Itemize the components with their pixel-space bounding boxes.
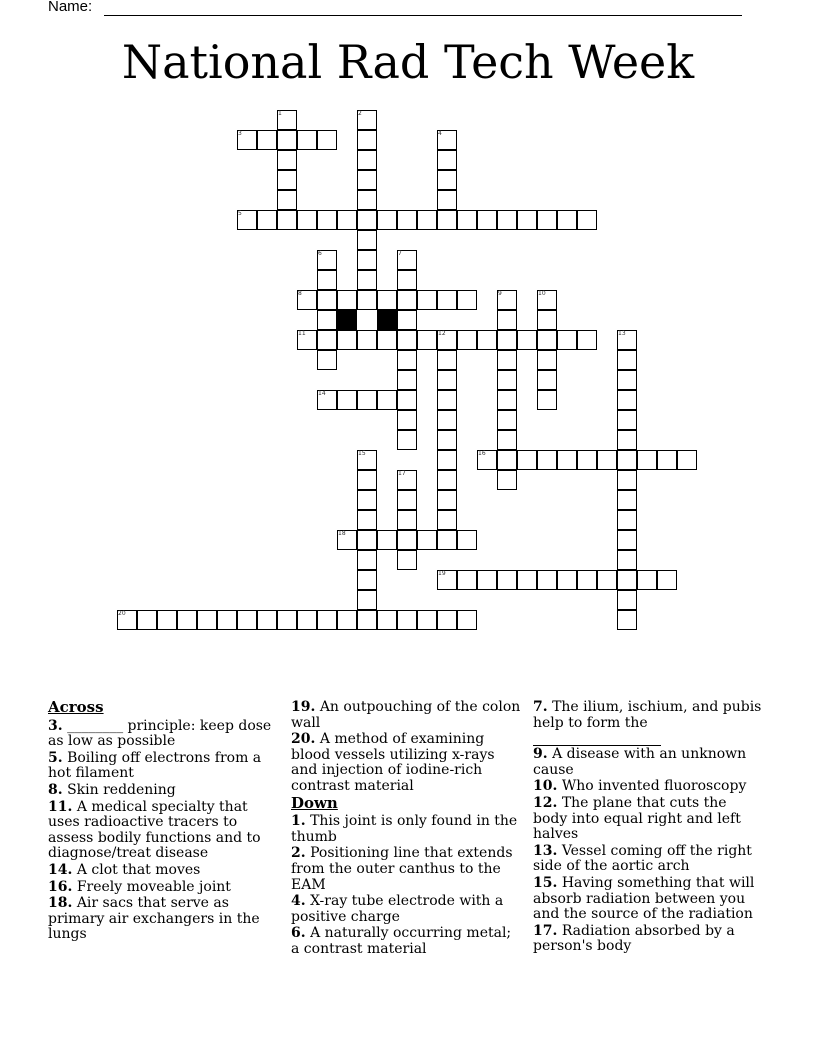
grid-cell[interactable] (537, 310, 557, 330)
grid-cell[interactable] (317, 210, 337, 230)
clue-number: 18. (48, 895, 73, 912)
clue-number: 16. (48, 878, 73, 895)
grid-cell[interactable] (337, 290, 357, 310)
grid-cell[interactable] (617, 390, 637, 410)
clue-column-1 (48, 700, 278, 944)
cell-number: 2 (358, 110, 362, 117)
grid-cell[interactable] (617, 430, 637, 450)
grid-cell[interactable] (617, 450, 637, 470)
clue-column-3 (533, 700, 763, 956)
grid-cell[interactable] (597, 450, 617, 470)
grid-cell[interactable] (397, 610, 417, 630)
cell-number: 10 (538, 290, 546, 297)
clue-number: 14. (48, 861, 73, 878)
grid-cell[interactable] (657, 450, 677, 470)
cell-number: 16 (478, 450, 486, 457)
cell-number: 11 (298, 330, 306, 337)
grid-cell[interactable] (337, 390, 357, 410)
clue-number: 3. (48, 717, 63, 734)
cell-number: 1 (278, 110, 282, 117)
grid-cell[interactable] (397, 550, 417, 570)
grid-cell[interactable] (617, 550, 637, 570)
grid-cell[interactable] (437, 150, 457, 170)
cell-number: 9 (498, 290, 502, 297)
clue-text: Air sacs that serve as primary air exchangers in the lungs (48, 895, 260, 943)
grid-cell[interactable] (517, 330, 537, 350)
grid-cell[interactable] (357, 590, 377, 610)
grid-cell[interactable] (357, 190, 377, 210)
grid-cell[interactable] (437, 290, 457, 310)
grid-cell[interactable] (517, 450, 537, 470)
clue-text: The ilium, ischium, and pubis help to form the (533, 699, 762, 731)
grid-cell[interactable] (617, 610, 637, 630)
grid-cell[interactable] (377, 390, 397, 410)
grid-cell[interactable] (577, 330, 597, 350)
grid-cell[interactable] (437, 610, 457, 630)
black-square (377, 310, 397, 330)
down-clue-12 (533, 796, 763, 843)
clue-number: 2. (291, 845, 306, 862)
grid-cell[interactable] (277, 170, 297, 190)
grid-cell[interactable] (357, 470, 377, 490)
grid-cell[interactable] (377, 210, 397, 230)
grid-cell[interactable] (317, 350, 337, 370)
grid-cell[interactable] (617, 570, 637, 590)
cell-number: 8 (298, 290, 302, 297)
grid-cell[interactable] (357, 490, 377, 510)
clue-text: The plane that cuts the body into equal right and left halves (533, 794, 741, 843)
clue-number: 10. (533, 778, 558, 795)
grid-cell[interactable] (397, 370, 417, 390)
down-clue-2 (291, 846, 521, 893)
clue-number: 1. (291, 813, 306, 830)
grid-cell[interactable] (257, 210, 277, 230)
across-clue-20 (291, 732, 521, 794)
grid-cell[interactable] (497, 410, 517, 430)
clue-text: Skin reddening (67, 781, 176, 798)
down-clue-17 (533, 924, 763, 955)
cell-number: 3 (238, 130, 242, 137)
grid-cell[interactable] (577, 570, 597, 590)
grid-cell[interactable] (437, 390, 457, 410)
grid-cell[interactable] (297, 130, 317, 150)
clue-number: 12. (533, 794, 558, 811)
grid-cell[interactable] (197, 610, 217, 630)
grid-cell[interactable] (357, 510, 377, 530)
clue-number: 6. (291, 925, 306, 942)
clue-text: A medical specialty that uses radioactive tracers to assess bodily functions and to diagnose/treat disease (48, 798, 261, 862)
across-clue-5 (48, 751, 278, 782)
grid-cell[interactable] (357, 570, 377, 590)
grid-cell[interactable] (537, 330, 557, 350)
name-label: Name: (48, 0, 93, 15)
cell-number: 13 (618, 330, 626, 337)
clue-text: An outpouching of the colon wall (291, 699, 521, 731)
grid-cell[interactable] (137, 610, 157, 630)
cell-number: 17 (398, 470, 406, 477)
grid-cell[interactable] (637, 570, 657, 590)
down-clue-9 (533, 747, 763, 778)
grid-cell[interactable] (397, 510, 417, 530)
grid-cell[interactable] (497, 350, 517, 370)
grid-cell[interactable] (557, 330, 577, 350)
grid-cell[interactable] (477, 210, 497, 230)
grid-cell[interactable] (617, 490, 637, 510)
cell-number: 20 (118, 610, 126, 617)
down-clue-15 (533, 876, 763, 923)
down-clue-10 (533, 779, 763, 795)
grid-cell[interactable] (557, 210, 577, 230)
grid-cell[interactable] (637, 450, 657, 470)
grid-cell[interactable] (497, 470, 517, 490)
across-clue-3 (48, 719, 278, 750)
grid-cell[interactable] (657, 570, 677, 590)
grid-cell[interactable] (277, 610, 297, 630)
cell-number: 6 (318, 250, 322, 257)
grid-cell[interactable] (337, 330, 357, 350)
grid-cell[interactable] (437, 530, 457, 550)
grid-cell[interactable] (277, 150, 297, 170)
clue-text: X-ray tube electrode with a positive charge (291, 893, 504, 925)
cell-number: 4 (438, 130, 442, 137)
grid-cell[interactable] (297, 210, 317, 230)
grid-cell[interactable] (357, 550, 377, 570)
down-clue-6 (291, 926, 521, 957)
clue-number: 20. (291, 731, 316, 748)
grid-cell[interactable] (437, 430, 457, 450)
clue-number: 5. (48, 749, 63, 766)
grid-cell[interactable] (317, 130, 337, 150)
grid-cell[interactable] (277, 130, 297, 150)
grid-cell[interactable] (617, 590, 637, 610)
clue-text: ________ principle: keep dose as low as possible (48, 717, 272, 750)
clue-text: Radiation absorbed by a person's body (533, 922, 735, 955)
clue-number: 8. (48, 781, 63, 798)
grid-cell[interactable] (317, 310, 337, 330)
grid-cell[interactable] (377, 330, 397, 350)
cell-number: 5 (238, 210, 242, 217)
grid-cell[interactable] (457, 610, 477, 630)
clue-number: 4. (291, 893, 306, 910)
grid-cell[interactable] (597, 570, 617, 590)
grid-cell[interactable] (457, 210, 477, 230)
grid-cell[interactable] (437, 210, 457, 230)
across-heading: Across (48, 698, 104, 716)
grid-cell[interactable] (437, 410, 457, 430)
grid-cell[interactable] (437, 170, 457, 190)
grid-cell[interactable] (397, 530, 417, 550)
grid-cell[interactable] (397, 290, 417, 310)
grid-cell[interactable] (437, 190, 457, 210)
grid-cell[interactable] (317, 330, 337, 350)
grid-cell[interactable] (677, 450, 697, 470)
grid-cell[interactable] (417, 290, 437, 310)
grid-cell[interactable] (457, 570, 477, 590)
cell-number: 15 (358, 450, 366, 457)
grid-cell[interactable] (617, 350, 637, 370)
clue-text: Boiling off electrons from a hot filament (48, 749, 262, 782)
grid-cell[interactable] (217, 610, 237, 630)
grid-cell[interactable] (277, 190, 297, 210)
grid-cell[interactable] (397, 410, 417, 430)
grid-cell[interactable] (537, 570, 557, 590)
grid-cell[interactable] (317, 270, 337, 290)
page-title: National Rad Tech Week (121, 35, 695, 89)
grid-cell[interactable] (417, 610, 437, 630)
grid-cell[interactable] (437, 490, 457, 510)
grid-cell[interactable] (397, 330, 417, 350)
grid-cell[interactable] (577, 450, 597, 470)
clue-number: 9. (533, 746, 548, 763)
grid-cell[interactable] (357, 230, 377, 250)
grid-cell[interactable] (357, 530, 377, 550)
clue-number: 11. (48, 798, 73, 815)
grid-cell[interactable] (457, 290, 477, 310)
clue-text: A naturally occurring metal; a contrast material (291, 925, 512, 957)
clue-text: A disease with an unknown cause (533, 746, 747, 778)
clue-text: A method of examining blood vessels utilizing x-rays and injection of iodine-rich contrast material (291, 731, 495, 794)
across-clue-19 (291, 700, 521, 731)
grid-cell[interactable] (357, 610, 377, 630)
down-clue-1 (291, 814, 521, 845)
grid-cell[interactable] (377, 290, 397, 310)
across-clue-18 (48, 896, 278, 943)
grid-cell[interactable] (457, 530, 477, 550)
across-clue-8 (48, 783, 278, 799)
grid-cell[interactable] (437, 350, 457, 370)
grid-cell[interactable] (357, 150, 377, 170)
grid-cell[interactable] (537, 370, 557, 390)
across-clue-16 (48, 880, 278, 896)
grid-cell[interactable] (277, 210, 297, 230)
down-clue-13 (533, 844, 763, 875)
across-clue-14 (48, 863, 278, 879)
grid-cell[interactable] (417, 330, 437, 350)
grid-cell[interactable] (497, 330, 517, 350)
cell-number: 14 (318, 390, 326, 397)
grid-cell[interactable] (397, 310, 417, 330)
grid-cell[interactable] (497, 370, 517, 390)
grid-cell[interactable] (617, 370, 637, 390)
clue-text: This joint is only found in the thumb (291, 813, 518, 845)
grid-cell[interactable] (557, 450, 577, 470)
cell-number: 7 (398, 250, 402, 257)
grid-cell[interactable] (337, 610, 357, 630)
grid-cell[interactable] (397, 490, 417, 510)
grid-cell[interactable] (257, 130, 277, 150)
clue-number: 7. (533, 699, 548, 715)
grid-cell[interactable] (577, 210, 597, 230)
grid-cell[interactable] (417, 210, 437, 230)
grid-cell[interactable] (537, 450, 557, 470)
grid-cell[interactable] (297, 610, 317, 630)
down-heading: Down (291, 793, 338, 812)
clue-text: Having something that will absorb radiation between you and the source of the radiation (533, 874, 755, 923)
grid-cell[interactable] (617, 510, 637, 530)
clue-number: 19. (291, 699, 316, 715)
grid-cell[interactable] (397, 270, 417, 290)
grid-cell[interactable] (397, 350, 417, 370)
answer-blank (533, 731, 661, 746)
grid-cell[interactable] (317, 610, 337, 630)
grid-cell[interactable] (357, 250, 377, 270)
grid-cell[interactable] (397, 430, 417, 450)
across-clue-11 (48, 800, 278, 862)
grid-cell[interactable] (377, 530, 397, 550)
grid-cell[interactable] (437, 450, 457, 470)
grid-cell[interactable] (177, 610, 197, 630)
clue-text: A clot that moves (76, 861, 201, 878)
grid-cell[interactable] (497, 390, 517, 410)
grid-cell[interactable] (477, 570, 497, 590)
clue-column-2 (291, 700, 521, 959)
grid-cell[interactable] (357, 390, 377, 410)
grid-cell[interactable] (617, 410, 637, 430)
grid-cell[interactable] (257, 610, 277, 630)
grid-cell[interactable] (237, 610, 257, 630)
clue-text: Who invented fluoroscopy (561, 778, 747, 795)
grid-cell[interactable] (357, 330, 377, 350)
down-clue-7 (533, 700, 763, 746)
grid-cell[interactable] (537, 210, 557, 230)
grid-cell[interactable] (357, 170, 377, 190)
down-clue-4 (291, 894, 521, 925)
grid-cell[interactable] (357, 290, 377, 310)
grid-cell[interactable] (357, 130, 377, 150)
grid-cell[interactable] (617, 530, 637, 550)
grid-cell[interactable] (477, 330, 497, 350)
grid-cell[interactable] (497, 570, 517, 590)
clue-text: Positioning line that extends from the outer canthus to the EAM (291, 845, 513, 893)
grid-cell[interactable] (417, 530, 437, 550)
grid-cell[interactable] (497, 450, 517, 470)
grid-cell[interactable] (437, 370, 457, 390)
grid-cell[interactable] (357, 270, 377, 290)
cell-number: 19 (438, 570, 446, 577)
grid-cell[interactable] (457, 330, 477, 350)
grid-cell[interactable] (617, 470, 637, 490)
grid-cell[interactable] (497, 430, 517, 450)
grid-cell[interactable] (517, 570, 537, 590)
clue-number: 15. (533, 874, 558, 891)
grid-cell[interactable] (377, 610, 397, 630)
black-square (337, 310, 357, 330)
grid-cell[interactable] (397, 390, 417, 410)
grid-cell[interactable] (437, 510, 457, 530)
grid-cell[interactable] (157, 610, 177, 630)
cell-number: 12 (438, 330, 446, 337)
grid-cell[interactable] (317, 290, 337, 310)
grid-cell[interactable] (497, 310, 517, 330)
grid-cell[interactable] (337, 210, 357, 230)
clue-number: 13. (533, 842, 558, 859)
grid-cell[interactable] (397, 210, 417, 230)
clue-text: Freely moveable joint (76, 878, 231, 895)
clue-number: 17. (533, 922, 558, 939)
grid-cell[interactable] (497, 210, 517, 230)
grid-cell[interactable] (437, 470, 457, 490)
grid-cell[interactable] (517, 210, 537, 230)
grid-cell[interactable] (537, 390, 557, 410)
cell-number: 18 (338, 530, 346, 537)
clue-text: Vessel coming off the right side of the aortic arch (533, 842, 752, 875)
grid-cell[interactable] (557, 570, 577, 590)
grid-cell[interactable] (357, 210, 377, 230)
grid-cell[interactable] (537, 350, 557, 370)
